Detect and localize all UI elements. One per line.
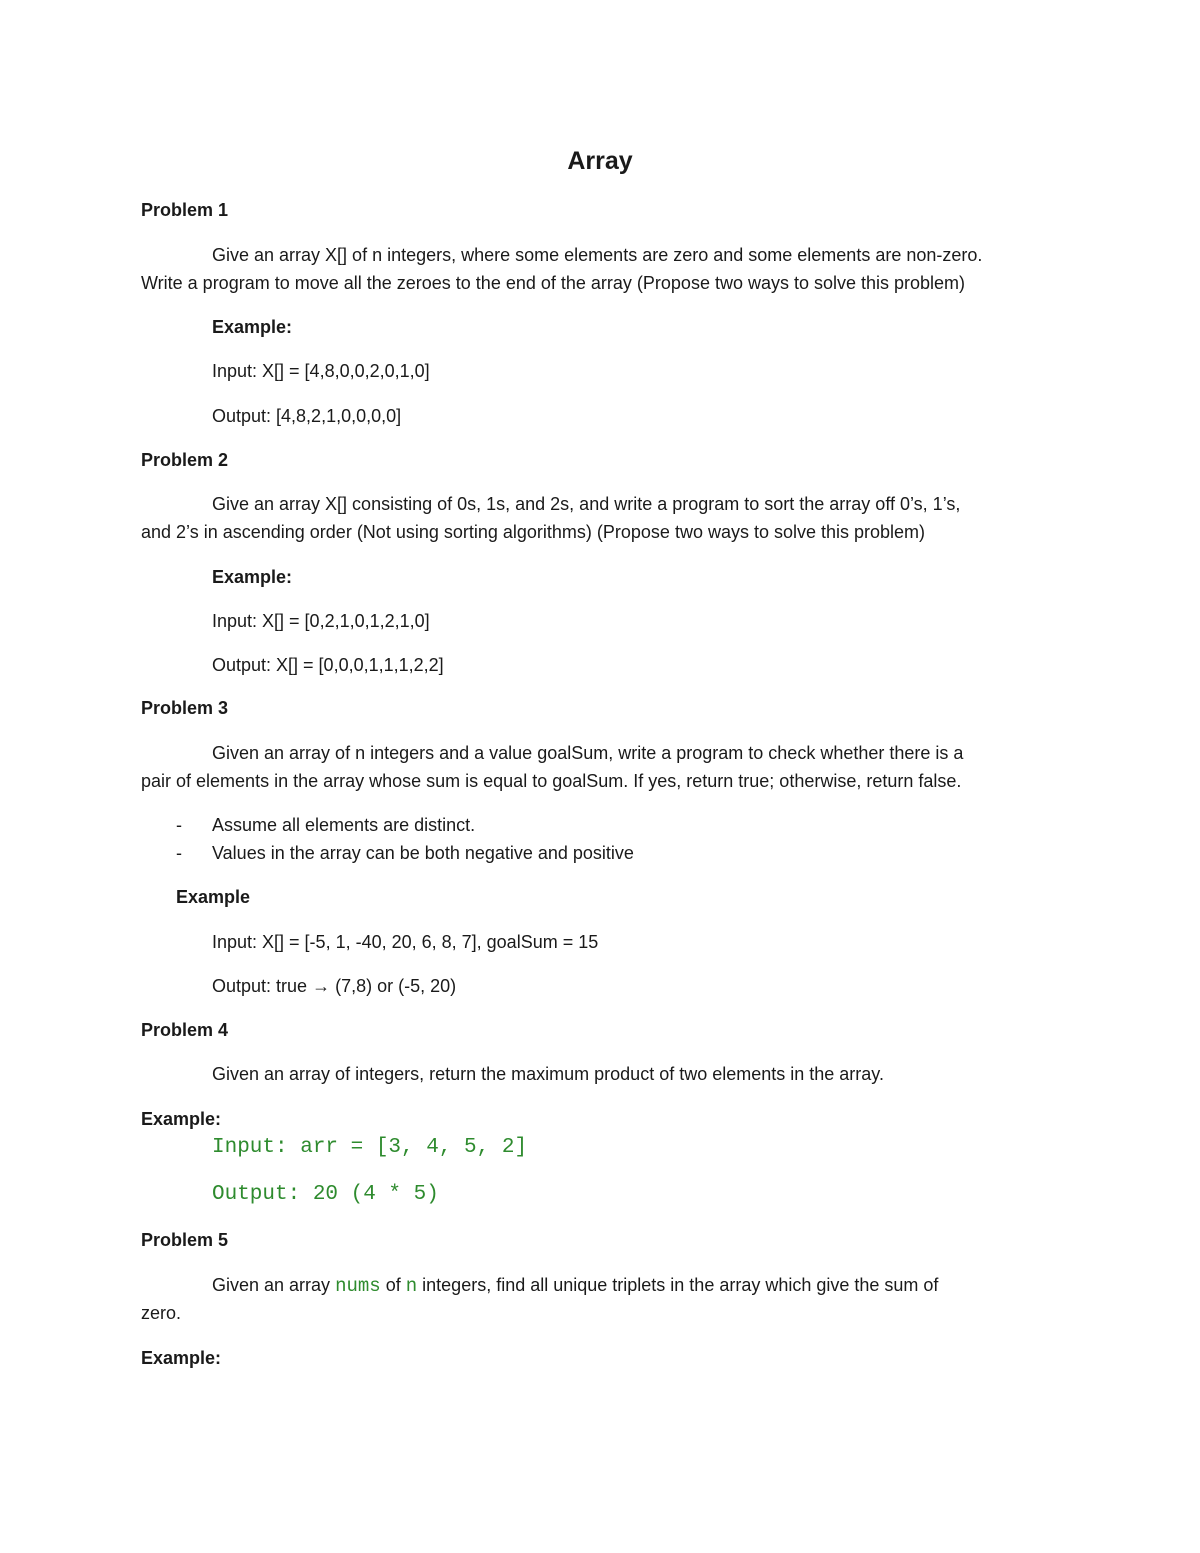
problem-4-example-input: Input: arr = [3, 4, 5, 2] — [212, 1136, 528, 1159]
problem-2-example-input: Input: X[] = [0,2,1,0,1,2,1,0] — [212, 611, 430, 631]
problem-1-example-output: Output: [4,8,2,1,0,0,0,0] — [212, 406, 402, 426]
problem-3-description-line-1: Given an array of n integers and a value goalSum, write a program to check whether there is a — [212, 743, 964, 763]
problem-1-heading: Problem 1 — [141, 200, 229, 220]
problem-4-description: Given an array of integers, return the maximum product of two elements in the array. — [212, 1064, 884, 1084]
problem-2-description-line-2: and 2’s in ascending order (Not using sorting algorithms) (Propose two ways to solve this problem) — [141, 522, 926, 542]
page-title: Array — [567, 147, 633, 175]
problem-1-description-line-2: Write a program to move all the zeroes to the end of the array (Propose two ways to solve this problem) — [141, 273, 966, 293]
problem-1-description-line-1: Give an array X[] of n integers, where some elements are zero and some elements are non-zero. — [212, 245, 983, 265]
bullet-marker: - — [176, 815, 182, 835]
problem-1-example-input: Input: X[] = [4,8,0,0,2,0,1,0] — [212, 361, 430, 381]
problem-5-example-label: Example: — [141, 1348, 222, 1368]
code-n: n — [405, 1275, 418, 1297]
problem-5-heading: Problem 5 — [141, 1230, 229, 1250]
problem-4-example-output: Output: 20 (4 * 5) — [212, 1183, 439, 1206]
problem-2-heading: Problem 2 — [141, 450, 229, 470]
problem-3-example-input: Input: X[] = [-5, 1, -40, 20, 6, 8, 7], goalSum = 15 — [212, 932, 599, 952]
problem-1-example-label: Example: — [212, 317, 293, 337]
problem-3-bullet-2: Values in the array can be both negative and positive — [212, 843, 634, 863]
code-nums: nums — [335, 1275, 381, 1297]
problem-3-description-line-2: pair of elements in the array whose sum is equal to goalSum. If yes, return true; otherwise, return false. — [141, 771, 962, 791]
desc-prefix: Given an array — [212, 1275, 331, 1295]
problem-2-example-output: Output: X[] = [0,0,0,1,1,1,2,2] — [212, 655, 444, 675]
output-suffix: (7,8) or (-5, 20) — [335, 976, 457, 996]
problem-2-description-line-1: Give an array X[] consisting of 0s, 1s, and 2s, and write a program to sort the array off 0’s, 1’s, — [212, 494, 961, 514]
bullet-marker: - — [176, 843, 182, 863]
problem-3-example-label: Example — [176, 887, 251, 907]
problem-5-description-line-1 — [212, 1274, 938, 1297]
arrow-right-icon: → — [312, 976, 331, 996]
problem-4-heading: Problem 4 — [141, 1020, 229, 1040]
problem-3-example-output — [212, 975, 456, 997]
desc-suffix: integers, find all unique triplets in the array which give the sum of — [422, 1275, 939, 1295]
output-prefix: Output: true — [212, 976, 308, 996]
problem-4-example-label: Example: — [141, 1109, 222, 1129]
desc-mid: of — [385, 1275, 401, 1295]
problem-5-description-line-2: zero. — [141, 1303, 182, 1323]
problem-2-example-label: Example: — [212, 567, 293, 587]
problem-3-bullet-1: Assume all elements are distinct. — [212, 815, 476, 835]
problem-3-heading: Problem 3 — [141, 698, 229, 718]
